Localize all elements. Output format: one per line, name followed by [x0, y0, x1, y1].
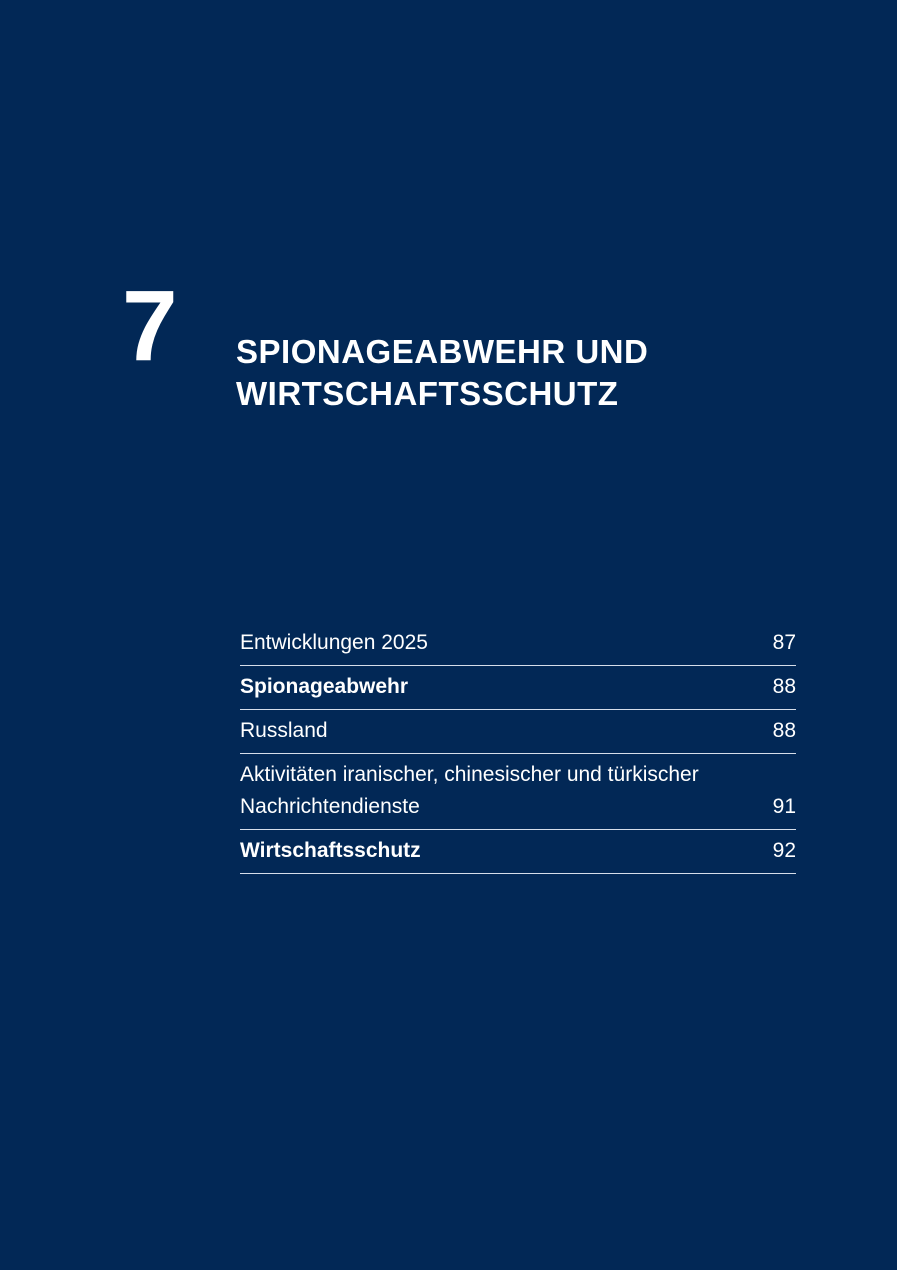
toc-entry-wirtschaftsschutz[interactable]: [240, 830, 796, 874]
toc-entry-page: 88: [772, 675, 796, 698]
toc-entry-page: 91: [772, 795, 796, 818]
chapter-number: 7: [122, 270, 178, 382]
toc-entry-page: 87: [772, 631, 796, 654]
toc-entry-russland[interactable]: [240, 710, 796, 754]
toc-entry-title: Entwicklungen 2025: [240, 631, 428, 654]
toc-entry-title: Russland: [240, 719, 328, 742]
toc-entry-title: Wirtschaftsschutz: [240, 839, 421, 862]
chapter-title: [236, 331, 796, 415]
toc-entry-page: 88: [772, 719, 796, 742]
toc-entry-entwicklungen[interactable]: [240, 622, 796, 666]
table-of-contents: [240, 622, 796, 874]
toc-entry-aktivitaeten[interactable]: [240, 754, 796, 830]
toc-entry-spionageabwehr[interactable]: [240, 666, 796, 710]
toc-entry-page: 92: [772, 839, 796, 862]
toc-entry-title: Spionageabwehr: [240, 675, 409, 698]
chapter-title-line-1: SPIONAGEABWEHR UND: [236, 333, 649, 370]
chapter-title-line-2: WIRTSCHAFTSSCHUTZ: [236, 375, 619, 412]
toc-entry-title: Aktivitäten iranischer, chinesischer und türkischer Nachrichtendienste: [240, 763, 699, 818]
